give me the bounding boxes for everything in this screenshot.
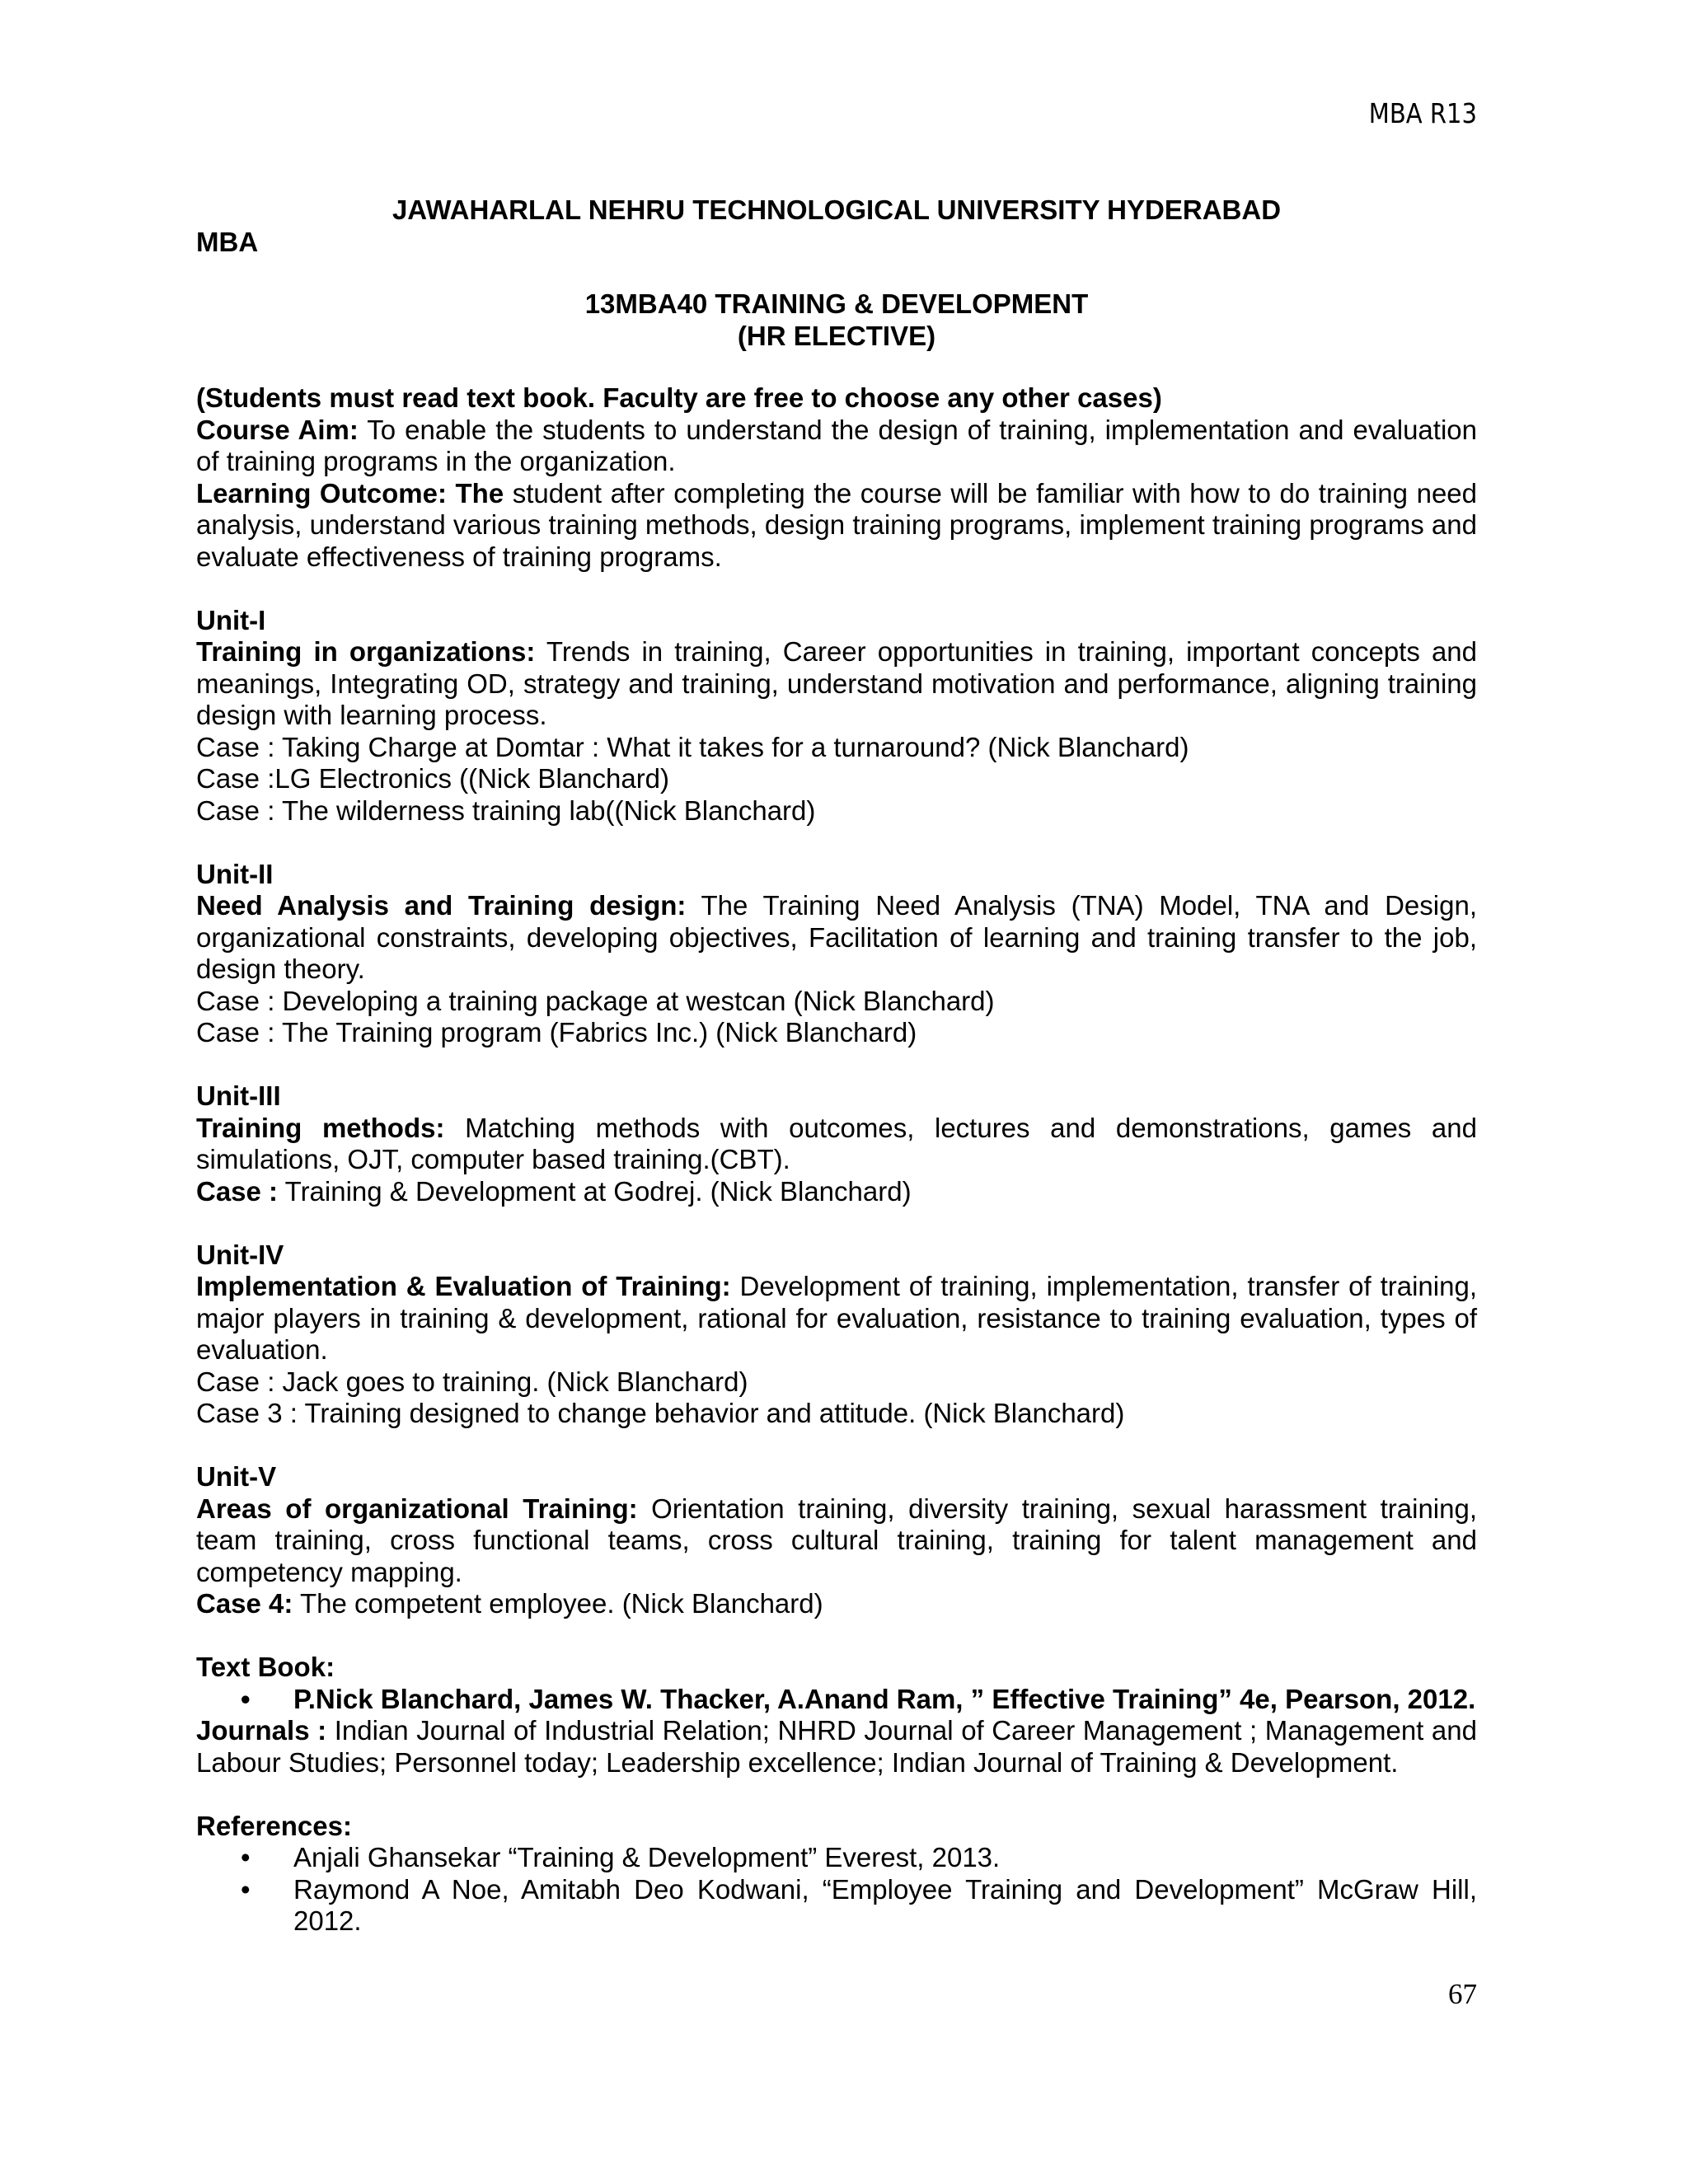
course-aim-label: Course Aim:	[196, 414, 359, 445]
bullet-icon: •	[241, 1873, 251, 1905]
case-line: Case :LG Electronics ((Nick Blanchard)	[196, 763, 670, 794]
program-label: MBA	[196, 227, 259, 257]
case-text: The competent employee. (Nick Blanchard)	[293, 1588, 823, 1619]
references-heading: References:	[196, 1810, 352, 1841]
unit-topic-text: The Training Need Analysis (TNA) Model, TNA and Design, organizational constraints, developing objectives, Facilitation of learning and training transfer to the job, design theory.	[196, 890, 1477, 984]
unit-2	[196, 859, 1477, 1049]
unit-topic-text: Development of training, implementation, transfer of training, major players in training & development, rational for evaluation, resistance to training evaluation, types of evaluation.	[196, 1271, 1477, 1365]
unit-3	[196, 1080, 1477, 1207]
reference-text: Raymond A Noe, Amitabh Deo Kodwani, “Employee Training and Development” McGraw Hill, 2012.	[293, 1873, 1477, 1936]
unit-topics	[196, 1113, 1477, 1176]
course-aim-text: To enable the students to understand the design of training, implementation and evaluation of training programs in the organization.	[196, 414, 1477, 476]
unit-heading: Unit-III	[196, 1080, 281, 1111]
journals-label: Journals :	[196, 1715, 327, 1746]
page-number: 67	[1448, 1978, 1477, 2010]
case-text: Training & Development at Godrej. (Nick Blanchard)	[278, 1175, 912, 1207]
case-line: Case : Jack goes to training. (Nick Blanchard)	[196, 1366, 748, 1397]
unit-heading: Unit-II	[196, 858, 274, 889]
case-label: Case 4:	[196, 1588, 293, 1619]
unit-topics	[196, 890, 1477, 986]
text-book-item	[196, 1684, 1477, 1716]
unit-1	[196, 605, 1477, 827]
unit-topics	[196, 1271, 1477, 1366]
reference-item	[196, 1842, 1477, 1874]
text-book-text: P.Nick Blanchard, James W. Thacker, A.Anand Ram, ” Effective Training” 4e, Pearson, 2012.	[293, 1683, 1476, 1714]
learning-outcome-text: student after completing the course will be familiar with how to do training need analysis, understand various training methods, design training programs, implement training programs and evaluate effectiveness of training programs.	[196, 477, 1477, 572]
unit-heading: Unit-IV	[196, 1239, 284, 1270]
unit-topic-label: Training in organizations:	[196, 636, 536, 667]
university-name: JAWAHARLAL NEHRU TECHNOLOGICAL UNIVERSITY HYDERABAD	[392, 194, 1282, 225]
reference-item	[196, 1874, 1477, 1938]
unit-topic-text: Matching methods with outcomes, lectures and demonstrations, games and simulations, OJT, computer based training.(CBT).	[196, 1112, 1477, 1174]
course-aim	[196, 415, 1477, 478]
unit-topic-label: Training methods:	[196, 1112, 445, 1143]
unit-topic-text: Trends in training, Career opportunities in training, important concepts and meanings, Integrating OD, strategy and training, understand motivation and performance, aligning training design with learning process.	[196, 636, 1477, 730]
case-line: Case : Taking Charge at Domtar : What it takes for a turnaround? (Nick Blanchard)	[196, 731, 1189, 762]
journals	[196, 1715, 1477, 1779]
bullet-icon: •	[241, 1842, 251, 1872]
text-book-heading: Text Book:	[196, 1652, 335, 1682]
unit-topics	[196, 636, 1477, 732]
course-subtitle: (HR ELECTIVE)	[737, 321, 936, 351]
bullet-icon: •	[241, 1683, 251, 1714]
case-label: Case :	[196, 1175, 279, 1207]
case-line: Case : The Training program (Fabrics Inc.) (Nick Blanchard)	[196, 1017, 917, 1047]
unit-topic-text: Orientation training, diversity training, sexual harassment training, team training, cross functional teams, cross cultural training, training for talent management and competency mapping.	[196, 1493, 1477, 1587]
unit-topic-label: Need Analysis and Training design:	[196, 890, 687, 921]
unit-topics	[196, 1493, 1477, 1589]
reference-text: Anjali Ghansekar “Training & Development” Everest, 2013.	[293, 1842, 1001, 1872]
unit-5	[196, 1461, 1477, 1620]
student-note: (Students must read text book. Faculty are free to choose any other cases)	[196, 382, 1162, 413]
unit-heading: Unit-V	[196, 1461, 277, 1492]
journals-text: Indian Journal of Industrial Relation; NHRD Journal of Career Management ; Management and Labour Studies; Personnel today; Leadership excellence; Indian Journal of Training & Development.	[196, 1715, 1477, 1778]
unit-4	[196, 1240, 1477, 1430]
case-line	[196, 1176, 1477, 1208]
document-code: MBA R13	[1368, 97, 1477, 129]
text-book-section	[196, 1652, 1477, 1779]
case-line: Case : The wilderness training lab((Nick Blanchard)	[196, 794, 816, 826]
case-line: Case 3 : Training designed to change behavior and attitude. (Nick Blanchard)	[196, 1398, 1125, 1428]
syllabus-body	[196, 382, 1477, 1938]
references-section	[196, 1811, 1477, 1938]
unit-heading: Unit-I	[196, 604, 266, 635]
unit-topic-label: Implementation & Evaluation of Training:	[196, 1271, 731, 1301]
unit-topic-label: Areas of organizational Training:	[196, 1493, 638, 1524]
course-title: 13MBA40 TRAINING & DEVELOPMENT	[584, 288, 1089, 319]
learning-outcome-label: Learning Outcome: The	[196, 477, 504, 509]
learning-outcome	[196, 478, 1477, 574]
case-line: Case : Developing a training package at westcan (Nick Blanchard)	[196, 985, 995, 1016]
case-line	[196, 1588, 1477, 1620]
